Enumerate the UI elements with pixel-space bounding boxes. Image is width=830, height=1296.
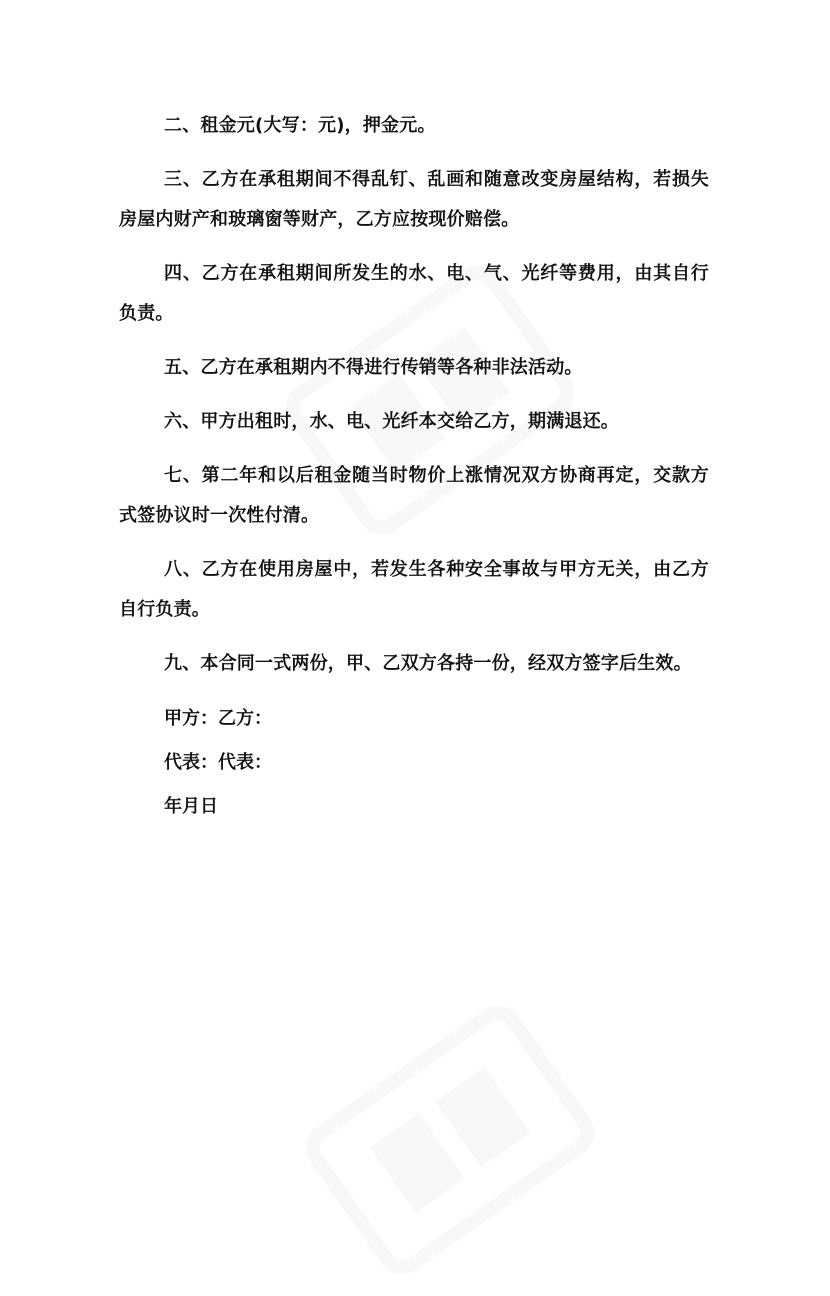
clause-4: 四、乙方在承租期间所发生的水、电、气、光纤等费用，由其自行负责。: [119, 263, 709, 324]
clause-9: 九、本合同一式两份，甲、乙双方各持一份，经双方签字后生效。: [164, 653, 692, 674]
date-line: 年月日: [164, 796, 218, 817]
clause-5: 五、乙方在承租期内不得进行传销等各种非法活动。: [164, 357, 583, 378]
party-signature-line: 甲方：乙方：: [164, 708, 272, 729]
representative-signature-line: 代表：代表：: [164, 752, 272, 773]
clause-3: 三、乙方在承租期间不得乱钉、乱画和随意改变房屋结构，若损失房屋内财产和玻璃窗等财产，乙方应按现价赔偿。: [119, 169, 709, 230]
contract-body: [119, 106, 709, 830]
clause-6: 六、甲方出租时，水、电、光纤本交给乙方，期满退还。: [164, 411, 619, 432]
watermark-icon: [286, 984, 614, 1296]
clause-7: 七、第二年和以后租金随当时物价上涨情况双方协商再定，交款方式签协议时一次性付清。: [119, 465, 709, 526]
clause-2: 二、租金元(大写：元)，押金元。: [164, 115, 436, 136]
clause-8: 八、乙方在使用房屋中，若发生各种安全事故与甲方无关，由乙方自行负责。: [119, 559, 709, 620]
